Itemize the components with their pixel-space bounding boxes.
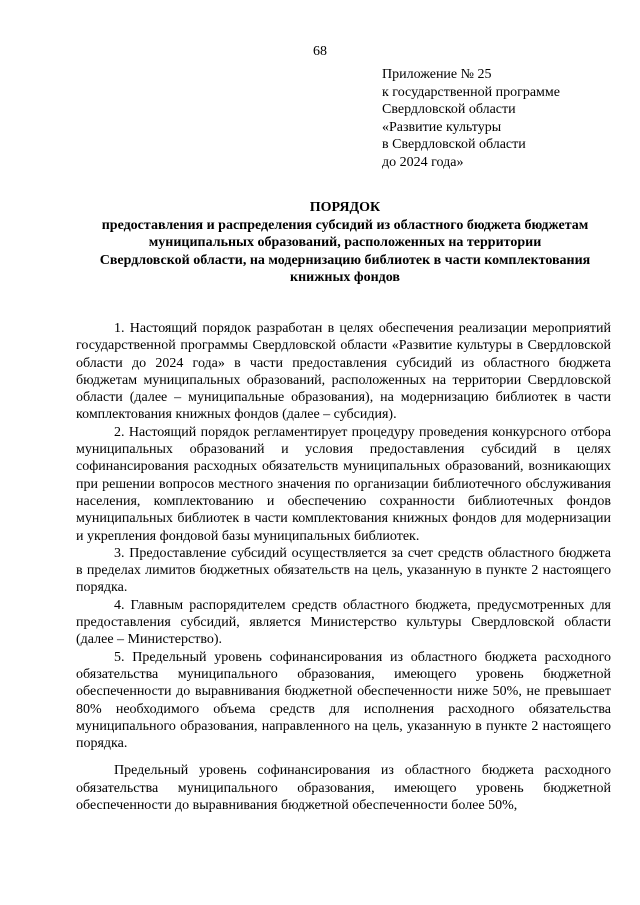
appendix-line: в Свердловской области <box>382 137 526 152</box>
paragraph-1: 1. Настоящий порядок разработан в целях обеспечения реализации мероприятий государственной программы Свердловской области «Развитие культуры в Свердловской области до 2024 года» в части предоставления субсидий из областного бюджета бюджетам муниципальных образований, расположенных на территории Свердловской области (далее – муниципальные образования), на модернизацию библиотек в части комплектования книжных фондов (далее – субсидия). <box>76 321 611 423</box>
document-title <box>60 199 630 287</box>
title-heading: ПОРЯДОК <box>309 200 381 215</box>
document-body <box>76 320 611 814</box>
appendix-line: к государственной программе <box>382 84 560 100</box>
paragraph-3: 3. Предоставление субсидий осуществляется за счет средств областного бюджета в пределах лимитов бюджетных обязательств на цель, указанную в пункте 2 настоящего порядка. <box>76 545 611 596</box>
title-subtitle-line: муниципальных образований, расположенных на территории <box>148 235 542 250</box>
page-number: 68 <box>313 44 327 59</box>
appendix-line: «Развитие культуры <box>382 119 502 135</box>
appendix-line: Свердловской области <box>382 102 516 117</box>
appendix-note <box>382 66 622 171</box>
paragraph-5: 5. Предельный уровень софинансирования из областного бюджета расходного обязательства муниципального образования, имеющего уровень бюджетной обеспеченности до выравнивания бюджетной обеспеченности ниже 50%, не превышает 80% необходимого объема средств для исполнения расходного обязательства муниципального образования, направленного на цель, указанную в пункте 2 настоящего порядка. <box>76 649 611 752</box>
appendix-line: до 2024 года» <box>382 154 464 170</box>
paragraph-2: 2. Настоящий порядок регламентирует процедуру проведения конкурсного отбора муниципальных образований и условия предоставления субсидий в целях софинансирования расходных обязательств муниципальных образований, возникающих при решении вопросов местного значения по организации библиотечного обслуживания населения, комплектованию и обеспечению сохранности библиотечных фондов муниципальных библиотек в части комплектования книжных фондов для модернизации и укрепления фондовой базы муниципальных библиотек. <box>76 424 611 544</box>
paragraph-6: Предельный уровень софинансирования из областного бюджета расходного обязательства муниципального образования, имеющего уровень бюджетной обеспеченности до выравнивания бюджетной обеспеченности более 50%, <box>76 763 611 814</box>
appendix-line: Приложение № 25 <box>382 67 492 82</box>
title-subtitle-line: Свердловской области, на модернизацию библиотек в части комплектования <box>99 252 591 268</box>
title-subtitle-line: книжных фондов <box>290 270 400 285</box>
title-subtitle-line: предоставления и распределения субсидий из областного бюджета бюджетам <box>101 217 589 233</box>
paragraph-4: 4. Главным распорядителем средств областного бюджета, предусмотренных для предоставления субсидий, является Министерство культуры Свердловской области (далее – Министерство). <box>76 597 611 648</box>
